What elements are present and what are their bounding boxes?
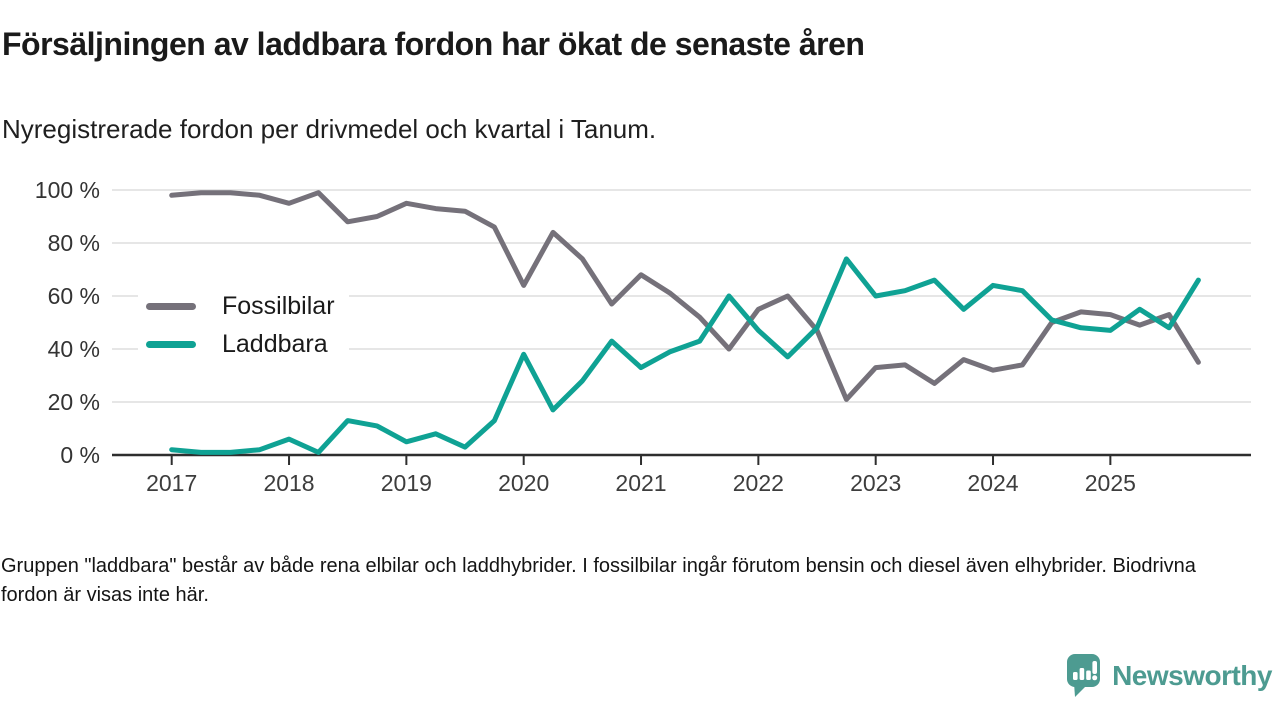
laddbara-swatch	[146, 341, 196, 348]
legend-item-fossilbilar	[146, 287, 335, 325]
y-tick-label: 0 %	[60, 442, 100, 468]
footnote: Gruppen "laddbara" består av både rena elbilar och laddhybrider. I fossilbilar ingår förutom bensin och diesel även elhybrider. Biodrivna fordon är visas inte här.	[1, 555, 1196, 606]
x-tick-label: 2024	[967, 470, 1019, 496]
x-tick-label: 2018	[263, 470, 315, 496]
x-tick-label: 2022	[732, 470, 784, 496]
laddbara-label: Laddbara	[222, 329, 328, 358]
x-tick-label: 2023	[850, 470, 902, 496]
y-tick-label: 40 %	[47, 336, 100, 362]
chart-title: Försäljningen av laddbara fordon har ökat de senaste åren	[2, 26, 865, 62]
x-tick-label: 2025	[1084, 470, 1136, 496]
fossilbilar-swatch	[146, 303, 196, 310]
y-tick-label: 20 %	[47, 389, 100, 415]
x-tick-label: 2021	[615, 470, 667, 496]
legend	[138, 281, 349, 371]
y-tick-label: 100 %	[34, 177, 100, 203]
legend-item-laddbara	[146, 325, 335, 363]
y-tick-label: 60 %	[47, 283, 100, 309]
newsworthy-logo-icon	[1066, 653, 1102, 699]
y-tick-label: 80 %	[47, 230, 100, 256]
newsworthy-logo-text: Newsworthy	[1112, 660, 1272, 691]
newsworthy-logo[interactable]	[1066, 650, 1272, 702]
x-tick-label: 2017	[146, 470, 198, 496]
x-tick-label: 2020	[498, 470, 550, 496]
x-axis-ticks	[172, 455, 1111, 465]
fossilbilar-label: Fossilbilar	[222, 291, 335, 320]
chart-subtitle: Nyregistrerade fordon per drivmedel och kvartal i Tanum.	[2, 114, 657, 144]
x-tick-label: 2019	[380, 470, 432, 496]
